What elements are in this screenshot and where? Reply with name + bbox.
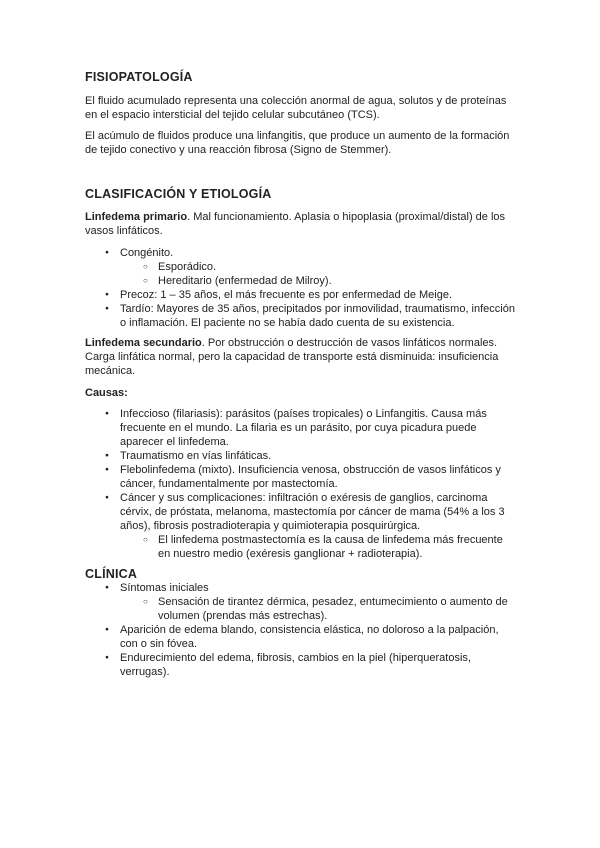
- sublist: [120, 533, 516, 561]
- list-clinica: [85, 581, 516, 679]
- label-linfedema-secundario: Linfedema secundario: [85, 337, 202, 349]
- list-item: [85, 491, 516, 561]
- sublist-item: ○ El linfedema postmastectomía es la causa de linfedema más frecuente en nuestro medio (exéresis ganglionar + radioterapia).: [85, 533, 516, 561]
- heading-clasificacion: CLASIFICACIÓN Y ETIOLOGÍA: [85, 187, 272, 201]
- list-item: ● Flebolinfedema (mixto). Insuficiencia venosa, obstrucción de vasos linfáticos y cáncer, fundamentalmente por mastectomía.: [85, 463, 516, 491]
- text-linfedema-primario: . Mal funcionamiento. Aplasia o hipoplasia (proximal/distal) de los vasos linfáticos.: [85, 211, 506, 237]
- sublist-item: ○ Hereditario (enfermedad de Milroy).: [85, 274, 516, 288]
- list-item: ● Precoz: 1 – 35 años, el más frecuente es por enfermedad de Meige.: [85, 288, 516, 302]
- text-linfedema-secundario: . Por obstrucción o destrucción de vasos linfáticos normales. Carga linfática normal, pero la capacidad de transporte está disminuida: insuficiencia mecánica.: [85, 337, 499, 377]
- list-item: ● Aparición de edema blando, consistencia elástica, no doloroso a la palpación, con o sin fóvea.: [85, 623, 516, 651]
- list-item: ● Infeccioso (filariasis): parásitos (países tropicales) o Linfangitis. Causa más frecuente en el mundo. La filaria es un parásito, por cuya picadura puede aparecer el linfedema.: [85, 407, 516, 449]
- list-causas: [85, 407, 516, 561]
- paragraph-linfedema-secundario: [85, 336, 516, 378]
- label-linfedema-primario: Linfedema primario: [85, 211, 188, 223]
- list-item: ● Traumatismo en vías linfáticas.: [85, 449, 516, 463]
- heading-clinica: CLÍNICA: [85, 567, 138, 581]
- list-item-text: Congénito.: [120, 247, 174, 259]
- paragraph-fisiopatologia-1: El fluido acumulado representa una colección anormal de agua, solutos y de proteínas en el espacio intersticial del tejido celular subcutáneo (TCS).: [85, 95, 507, 121]
- list-item-text: Cáncer y sus complicaciones: infiltración o exéresis de ganglios, carcinoma cérvix, de próstata, melanoma, mastectomía por cáncer de mama (54% a los 3 años), fibrosis postradioterapia y quimioterapia posquirúrgica.: [120, 492, 505, 532]
- sublist: [120, 595, 516, 623]
- list-item: ● Endurecimiento del edema, fibrosis, cambios en la piel (hiperqueratosis, verrugas).: [85, 651, 516, 679]
- sublist-item: ○ Sensación de tirantez dérmica, pesadez, entumecimiento o aumento de volumen (prendas más estrechas).: [85, 595, 516, 623]
- label-causas: Causas:: [85, 387, 128, 399]
- paragraph-linfedema-primario: [85, 210, 516, 238]
- paragraph-fisiopatologia-2: El acúmulo de fluidos produce una linfangitis, que produce un aumento de la formación de tejido conectivo y una reacción fibrosa (Signo de Stemmer).: [85, 130, 510, 156]
- sublist-item: ○ Esporádico.: [85, 260, 516, 274]
- list-primario: [85, 246, 516, 330]
- heading-fisiopatologia: FISIOPATOLOGÍA: [85, 70, 193, 84]
- list-item-text: Síntomas iniciales: [120, 582, 209, 594]
- list-item: ● Tardío: Mayores de 35 años, precipitados por inmovilidad, traumatismo, infección o inflamación. El paciente no se había dado cuenta de su existencia.: [85, 302, 516, 330]
- list-item: [85, 581, 516, 623]
- sublist: [120, 260, 516, 288]
- list-item: [85, 246, 516, 288]
